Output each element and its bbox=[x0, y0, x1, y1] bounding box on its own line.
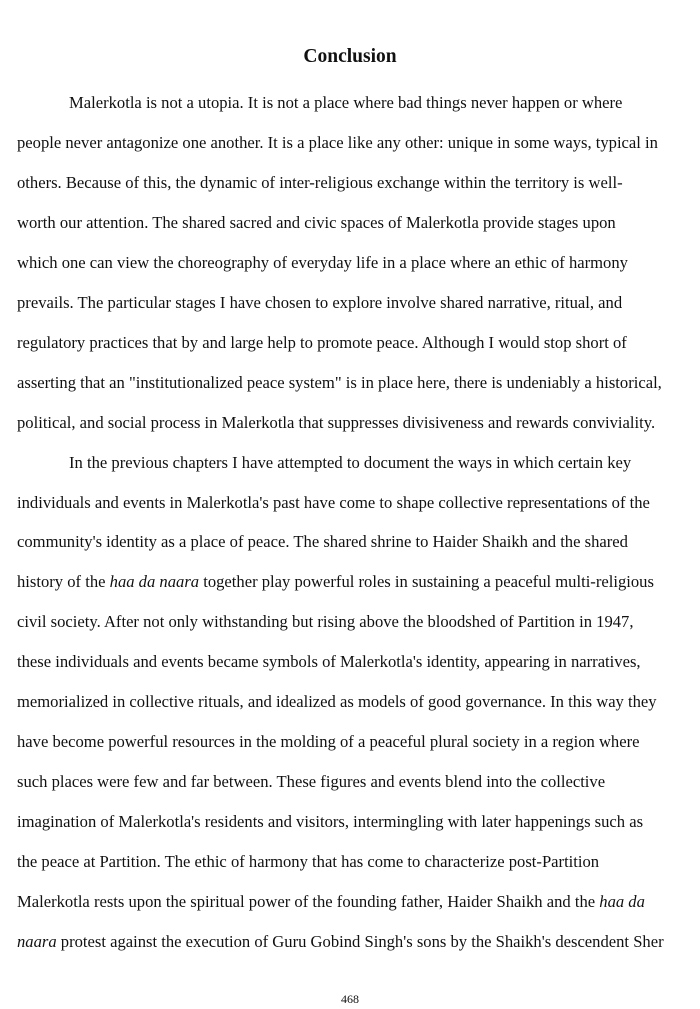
text-segment: worth our attention. The shared sacred and civic spaces of Malerkotla provide stages upon bbox=[17, 213, 616, 232]
text-segment: which one can view the choreography of everyday life in a place where an ethic of harmony bbox=[17, 253, 628, 272]
text-segment: In the previous chapters I have attempted to document the ways in which certain key bbox=[69, 453, 632, 472]
text-line bbox=[17, 852, 599, 872]
text-segment: civil society. After not only withstanding but rising above the bloodshed of Partition in 1947, bbox=[17, 612, 634, 631]
text-line bbox=[17, 612, 634, 632]
text-line bbox=[17, 772, 605, 792]
page-number: 468 bbox=[341, 992, 359, 1006]
text-segment: Malerkotla rests upon the spiritual power of the founding father, Haider Shaikh and the bbox=[17, 892, 600, 911]
text-line bbox=[17, 333, 627, 353]
text-line bbox=[17, 732, 639, 752]
text-segment: regulatory practices that by and large help to promote peace. Although I would stop short of bbox=[17, 333, 627, 352]
text-line bbox=[17, 173, 623, 193]
text-segment: together play powerful roles in sustaining a peaceful multi-religious bbox=[199, 572, 654, 591]
text-segment: community's identity as a place of peace. The shared shrine to Haider Shaikh and the shared bbox=[17, 532, 628, 551]
text-line bbox=[17, 692, 657, 712]
text-line bbox=[17, 932, 664, 952]
text-line bbox=[17, 293, 622, 313]
italic-term: haa da bbox=[599, 892, 645, 911]
text-line bbox=[69, 93, 622, 113]
text-line bbox=[17, 572, 654, 592]
text-segment: individuals and events in Malerkotla's past have come to shape collective representations of the bbox=[17, 493, 650, 512]
text-line bbox=[17, 253, 628, 273]
text-segment: prevails. The particular stages I have chosen to explore involve shared narrative, ritual, and bbox=[17, 293, 623, 312]
text-segment: protest against the execution of Guru Gobind Singh's sons by the Shaikh's descendent Sher bbox=[56, 932, 664, 951]
italic-term: naara bbox=[17, 932, 57, 951]
text-segment: imagination of Malerkotla's residents and visitors, intermingling with later happenings such as bbox=[17, 812, 644, 831]
text-line bbox=[17, 812, 643, 832]
text-line bbox=[17, 213, 616, 233]
text-segment: political, and social process in Malerkotla that suppresses divisiveness and rewards conviviality. bbox=[17, 413, 656, 432]
text-line bbox=[69, 453, 631, 473]
italic-term: haa da naara bbox=[109, 572, 200, 591]
text-segment: people never antagonize one another. It is a place like any other: unique in some ways, typical in bbox=[17, 133, 658, 152]
text-segment: have become powerful resources in the molding of a peaceful plural society in a region where bbox=[17, 732, 640, 751]
text-segment: the peace at Partition. The ethic of harmony that has come to characterize post-Partition bbox=[17, 852, 600, 871]
text-line bbox=[17, 413, 655, 433]
text-line bbox=[17, 532, 628, 552]
text-segment: memorialized in collective rituals, and idealized as models of good governance. In this way they bbox=[17, 692, 657, 711]
text-line bbox=[17, 493, 650, 513]
text-segment: others. Because of this, the dynamic of inter-religious exchange within the territory is well- bbox=[17, 173, 623, 192]
text-segment: asserting that an "institutionalized peace system" is in place here, there is undeniably a historical, bbox=[17, 373, 662, 392]
text-line bbox=[17, 892, 645, 912]
text-segment: history of the bbox=[17, 572, 110, 591]
text-segment: these individuals and events became symbols of Malerkotla's identity, appearing in narratives, bbox=[17, 652, 641, 671]
text-segment: Malerkotla is not a utopia. It is not a place where bad things never happen or where bbox=[69, 93, 623, 112]
page-title: Conclusion bbox=[303, 46, 397, 67]
text-line bbox=[17, 373, 662, 393]
text-line bbox=[17, 133, 658, 153]
text-segment: such places were few and far between. These figures and events blend into the collective bbox=[17, 772, 606, 791]
text-line bbox=[17, 652, 641, 672]
